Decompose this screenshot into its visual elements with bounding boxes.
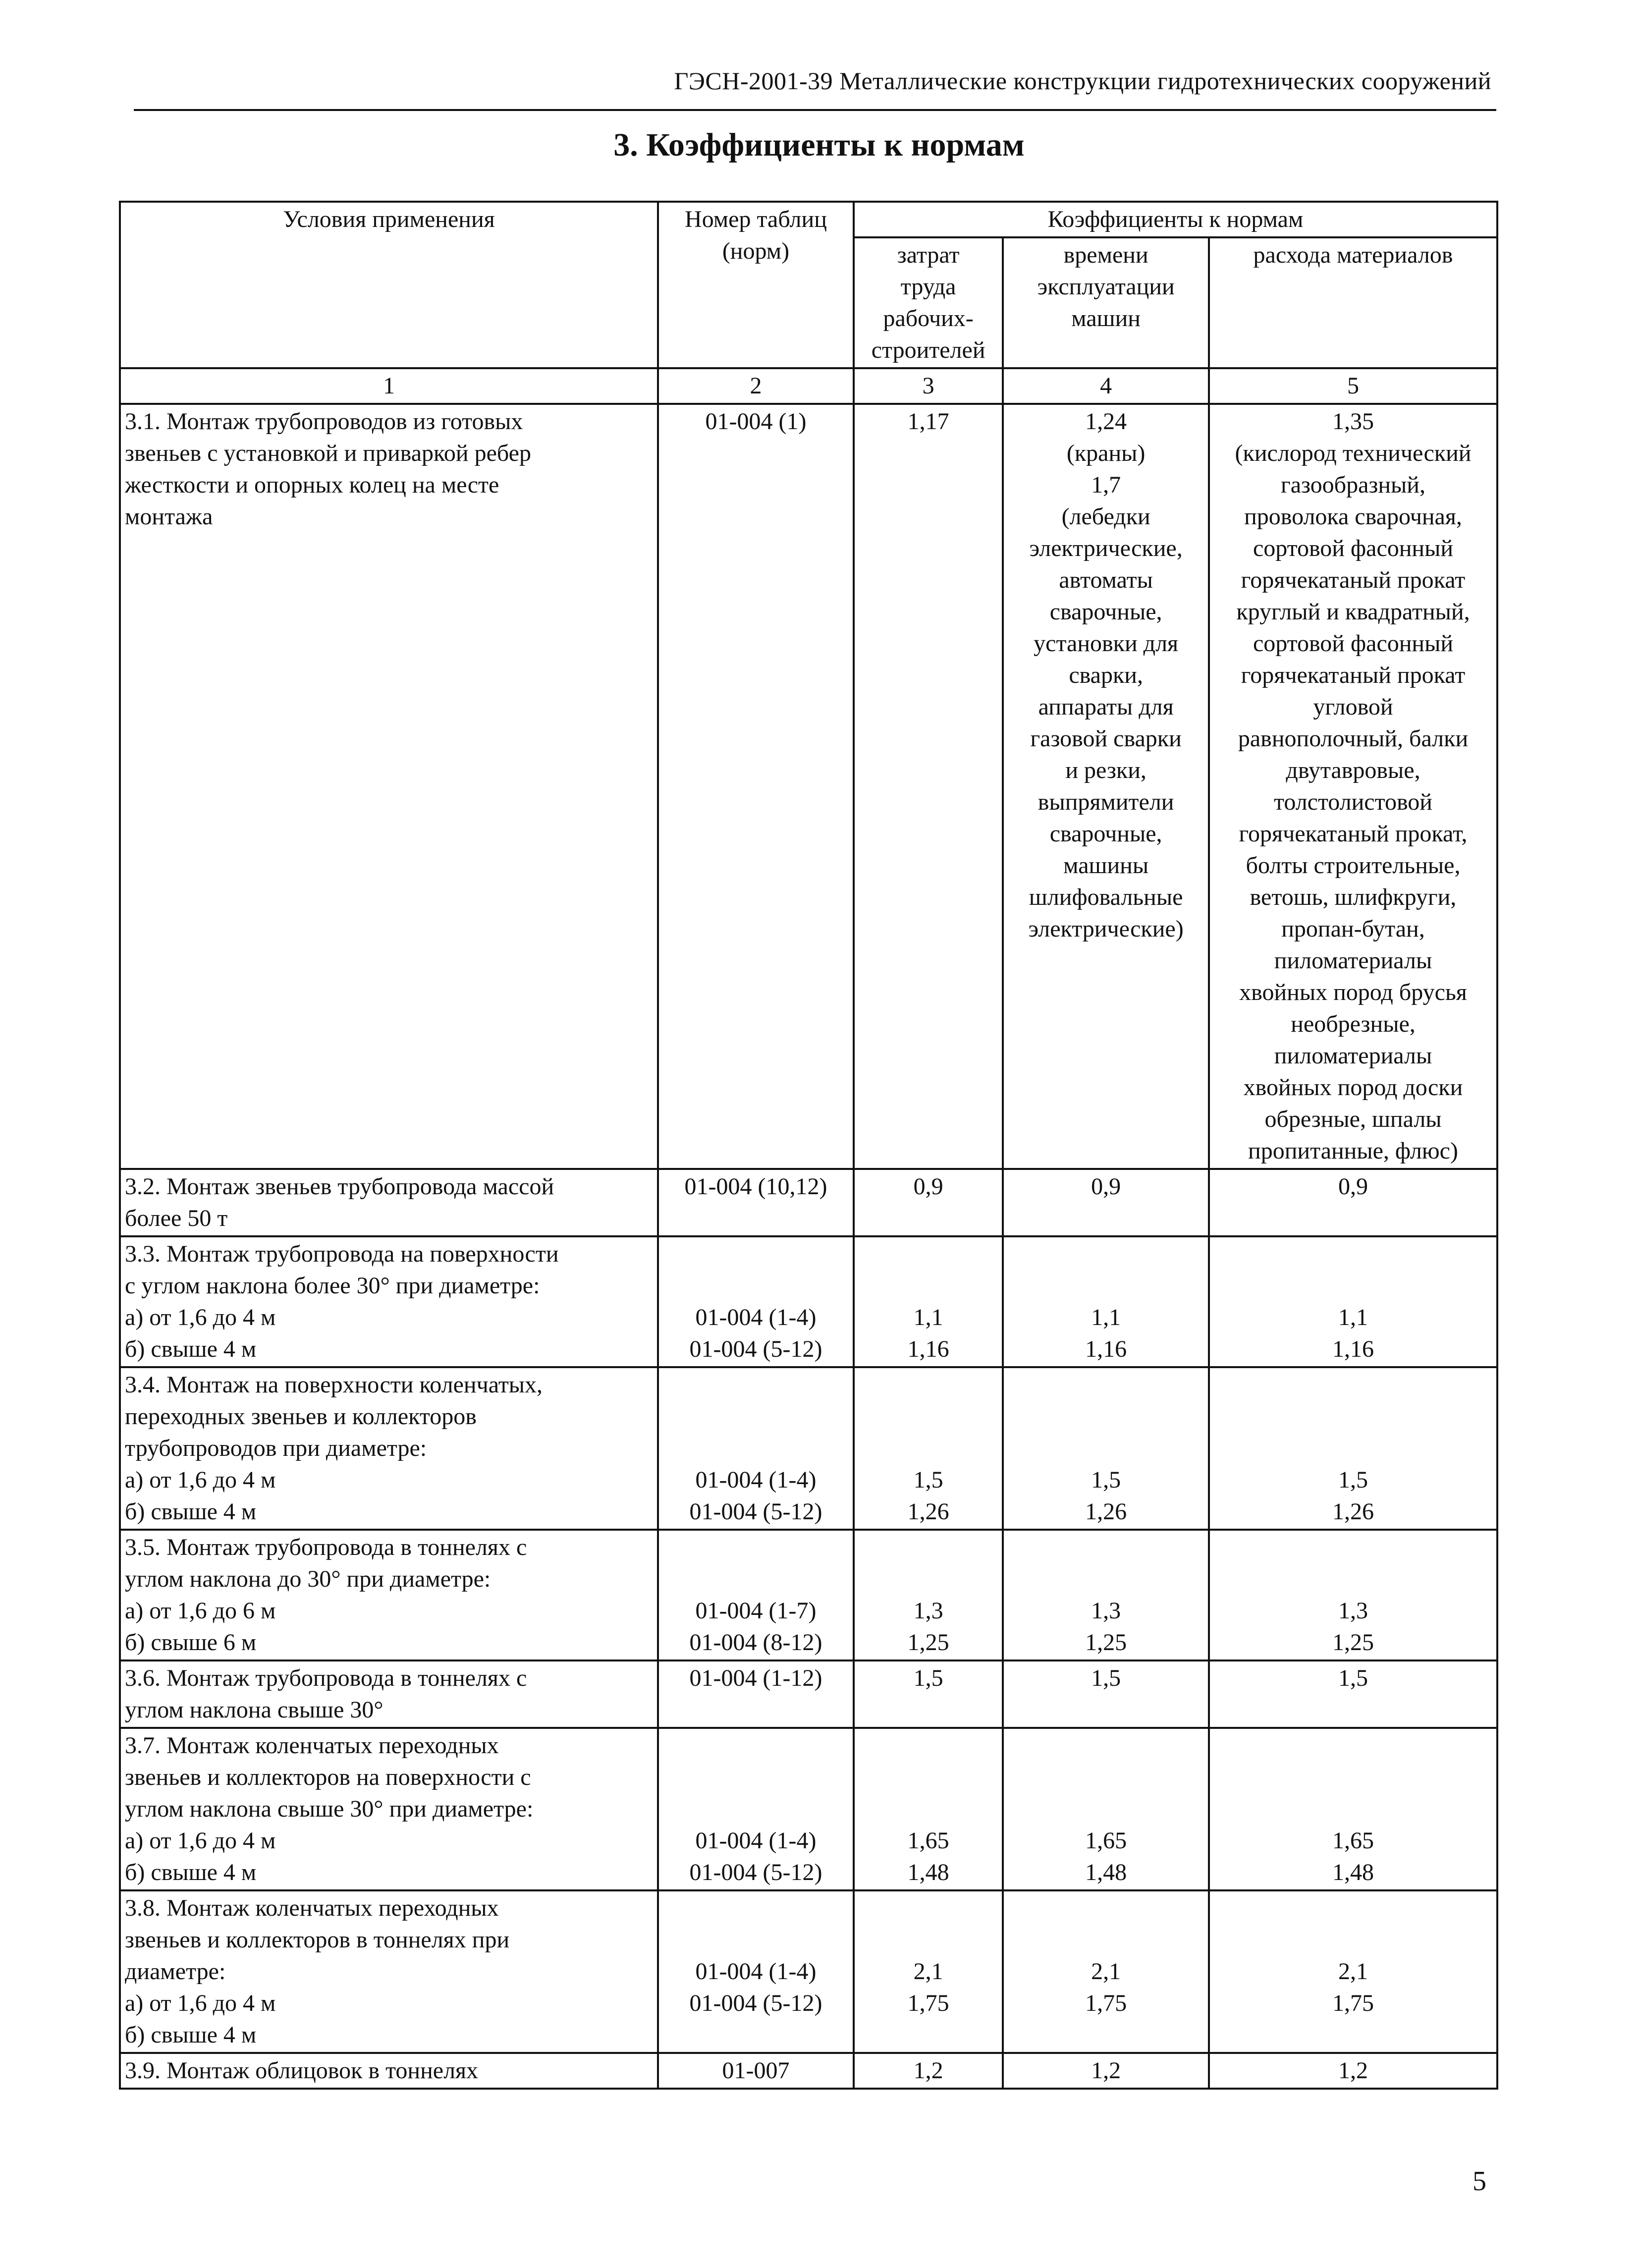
machines-coefficient-cell-line: и резки,: [1065, 757, 1147, 783]
labor-header-line: затрат: [897, 242, 960, 268]
materials-coefficient-cell-line: 0,9: [1338, 1173, 1368, 1200]
column-number: 4: [1003, 368, 1209, 404]
labor-coefficient-cell-line: 1,5: [913, 1467, 943, 1493]
materials-coefficient-cell-line: 1,35: [1332, 408, 1374, 435]
materials-coefficient-cell-line: 1,2: [1338, 2057, 1368, 2084]
labor-coefficient-cell-line: [859, 1369, 998, 1401]
labor-coefficient-cell: [854, 2053, 1003, 2089]
materials-coefficient-cell-line: пропан-бутан,: [1281, 916, 1425, 942]
condition-cell-line: б) свыше 6 м: [125, 1629, 257, 1656]
table-number-cell-line: 01-004 (5-12): [689, 1336, 822, 1362]
table-number-cell-line: 01-004 (5-12): [689, 1859, 822, 1885]
condition-cell-line: с углом наклона более 30° при диаметре:: [125, 1272, 540, 1299]
materials-coefficient-cell-line: горячекатаный прокат,: [1239, 821, 1468, 847]
machines-coefficient-cell-line: 1,26: [1085, 1498, 1127, 1525]
labor-coefficient-cell-line: [859, 1401, 998, 1433]
machines-coefficient-cell-line: сварочные,: [1049, 599, 1162, 625]
table-number-cell-line: [663, 1401, 849, 1433]
table-row: [120, 2053, 1497, 2089]
table-body: [120, 404, 1497, 2089]
labor-coefficient-cell-line: [859, 1563, 998, 1595]
labor-coefficient-cell-line: 1,25: [907, 1629, 949, 1656]
machines-coefficient-cell-line: [1008, 1433, 1204, 1464]
condition-cell-line: углом наклона свыше 30°: [125, 1697, 383, 1723]
condition-cell-line: 3.6. Монтаж трубопровода в тоннелях с: [125, 1665, 527, 1691]
condition-cell-line: более 50 т: [125, 1205, 228, 1231]
machines-coefficient-cell-line: [1008, 1762, 1204, 1793]
materials-coefficient-cell-line: горячекатаный прокат: [1241, 567, 1466, 593]
table-number-cell-line: [663, 1892, 849, 1924]
condition-cell-line: углом наклона до 30° при диаметре:: [125, 1566, 491, 1592]
materials-coefficient-cell-line: [1214, 1532, 1492, 1563]
table-row: [120, 1660, 1497, 1728]
machines-coefficient-cell-line: 1,48: [1085, 1859, 1127, 1885]
materials-coefficient-cell-line: двутавровые,: [1286, 757, 1420, 783]
labor-coefficient-cell: [854, 1890, 1003, 2053]
condition-cell-line: 3.7. Монтаж коленчатых переходных: [125, 1732, 499, 1759]
machines-header-line: времени: [1063, 242, 1148, 268]
column-number: 2: [658, 368, 854, 404]
condition-cell-line: звеньев и коллекторов в тоннелях при: [125, 1927, 510, 1953]
condition-cell-line: переходных звеньев и коллекторов: [125, 1403, 477, 1430]
labor-coefficient-cell-line: 1,16: [907, 1336, 949, 1362]
labor-coefficient-cell-line: [859, 1270, 998, 1302]
table-number-cell-line: 01-004 (8-12): [689, 1629, 822, 1656]
labor-coefficient-cell-line: 1,48: [907, 1859, 949, 1885]
materials-coefficient-cell-line: [1214, 1793, 1492, 1825]
machines-coefficient-cell: [1003, 1728, 1209, 1890]
condition-cell-line: б) свыше 4 м: [125, 2022, 257, 2048]
table-row: [120, 1530, 1497, 1660]
machines-coefficient-cell-line: шлифовальные: [1029, 884, 1183, 910]
labor-header-line: строителей: [871, 337, 985, 363]
labor-coefficient-cell-line: 1,26: [907, 1498, 949, 1525]
labor-coefficient-cell: [854, 404, 1003, 1169]
labor-coefficient-cell-line: 1,5: [913, 1665, 943, 1691]
machines-coefficient-cell-line: установки для: [1034, 630, 1179, 657]
materials-coefficient-cell: [1209, 1530, 1497, 1660]
machines-coefficient-cell-line: сварочные,: [1049, 821, 1162, 847]
machines-coefficient-cell-line: 1,5: [1091, 1665, 1121, 1691]
table-row: [120, 1236, 1497, 1367]
materials-coefficient-cell: [1209, 1236, 1497, 1367]
labor-coefficient-cell-line: 1,1: [913, 1304, 943, 1330]
machines-header-line: машин: [1071, 305, 1141, 332]
table-number-cell-line: [663, 1762, 849, 1793]
machines-coefficient-cell-line: [1008, 1793, 1204, 1825]
machines-coefficient-cell-line: аппараты для: [1038, 694, 1174, 720]
materials-coefficient-cell-line: пиломатериалы: [1274, 947, 1432, 974]
materials-coefficient-cell-line: [1214, 2019, 1492, 2051]
machines-coefficient-cell-line: 1,3: [1091, 1598, 1121, 1624]
machines-coefficient-cell: [1003, 1530, 1209, 1660]
labor-coefficient-cell: [854, 1728, 1003, 1890]
machines-coefficient-cell-line: [1008, 1924, 1204, 1956]
table-number-cell-line: [663, 1793, 849, 1825]
machines-coefficient-cell-line: [1008, 1730, 1204, 1762]
section-title: 3. Коэффициенты к нормам: [613, 127, 1025, 163]
table-number-cell: [658, 2053, 854, 2089]
condition-cell-line: 3.5. Монтаж трубопровода в тоннелях с: [125, 1534, 527, 1560]
materials-coefficient-cell: [1209, 1169, 1497, 1236]
conditions-header: Условия применения: [120, 202, 658, 368]
condition-cell-line: жесткости и опорных колец на месте: [125, 472, 499, 498]
table-number-cell: [658, 1728, 854, 1890]
materials-coefficient-cell: [1209, 2053, 1497, 2089]
labor-coefficient-cell-line: 1,75: [907, 1990, 949, 2016]
table-row: [120, 1728, 1497, 1890]
table-number-cell-line: [663, 1730, 849, 1762]
table-number-cell-line: [663, 1270, 849, 1302]
materials-coefficient-cell-line: равнополочный, балки: [1238, 725, 1469, 752]
table-number-cell: [658, 1367, 854, 1530]
labor-coefficient-cell-line: 1,17: [907, 408, 949, 435]
materials-coefficient-cell-line: 1,25: [1332, 1629, 1374, 1656]
machines-coefficient-cell: [1003, 1169, 1209, 1236]
condition-cell-line: а) от 1,6 до 4 м: [125, 1304, 276, 1330]
materials-coefficient-cell: [1209, 404, 1497, 1169]
table-number-cell-line: [663, 1563, 849, 1595]
materials-coefficient-cell-line: [1214, 1401, 1492, 1433]
table-number-cell-line: 01-004 (1-4): [695, 1958, 817, 1985]
materials-coefficient-cell-line: хвойных пород брусья: [1239, 979, 1467, 1005]
table-number-cell-line: [663, 2019, 849, 2051]
machines-coefficient-cell-line: 1,7: [1091, 472, 1121, 498]
table-number-cell-line: [663, 1924, 849, 1956]
condition-cell-line: 3.1. Монтаж трубопроводов из готовых: [125, 408, 523, 435]
labor-coefficient-cell-line: [859, 1762, 998, 1793]
materials-coefficient-cell-line: 1,16: [1332, 1336, 1374, 1362]
table-number-cell-line: [663, 1238, 849, 1270]
table-row: [120, 1890, 1497, 2053]
condition-cell: [120, 1728, 658, 1890]
table-number-cell: [658, 1169, 854, 1236]
materials-coefficient-cell-line: хвойных пород доски: [1243, 1074, 1463, 1101]
labor-coefficient-cell-line: [859, 2019, 998, 2051]
labor-coefficient-cell-line: [859, 1532, 998, 1563]
coefficients-group-header: Коэффициенты к нормам: [854, 202, 1497, 237]
machines-coefficient-cell-line: машины: [1063, 852, 1149, 879]
coefficients-table: [119, 201, 1498, 2090]
machines-coefficient-cell-line: 1,1: [1091, 1304, 1121, 1330]
table-number-header-line-2: (норм): [722, 238, 790, 264]
table-number-cell-line: 01-007: [722, 2057, 790, 2084]
materials-coefficient-cell-line: обрезные, шпалы: [1264, 1106, 1442, 1132]
labor-coefficient-cell: [854, 1660, 1003, 1728]
table-number-cell: [658, 1236, 854, 1367]
materials-coefficient-cell-line: [1214, 1270, 1492, 1302]
labor-coefficient-cell: [854, 1169, 1003, 1236]
materials-coefficient-cell-line: [1214, 1924, 1492, 1956]
materials-coefficient-cell-line: необрезные,: [1291, 1011, 1416, 1037]
labor-coefficient-cell-line: [859, 1924, 998, 1956]
machines-coefficient-cell-line: 2,1: [1091, 1958, 1121, 1985]
condition-cell-line: а) от 1,6 до 4 м: [125, 1827, 276, 1854]
materials-coefficient-cell-line: 1,5: [1338, 1665, 1368, 1691]
labor-coefficient-cell: [854, 1367, 1003, 1530]
labor-coefficient-cell: [854, 1530, 1003, 1660]
condition-cell: [120, 2053, 658, 2089]
condition-cell-line: монтажа: [125, 503, 213, 530]
table-number-cell-line: [663, 1532, 849, 1563]
column-number: 5: [1209, 368, 1497, 404]
machines-coefficient-cell-line: 1,65: [1085, 1827, 1127, 1854]
materials-coefficient-cell-line: пропитанные, флюс): [1248, 1138, 1458, 1164]
labor-coefficient-cell-line: 1,3: [913, 1598, 943, 1624]
materials-coefficient-cell-line: 1,48: [1332, 1859, 1374, 1885]
table-number-cell-line: 01-004 (5-12): [689, 1990, 822, 2016]
machines-coefficient-cell-line: [1008, 1369, 1204, 1401]
machines-coefficient-cell-line: 1,75: [1085, 1990, 1127, 2016]
machines-header: [1003, 237, 1209, 368]
materials-coefficient-cell-line: [1214, 1762, 1492, 1793]
table-row: [120, 404, 1497, 1169]
table-number-cell-line: 01-004 (1-4): [695, 1304, 817, 1330]
labor-coefficient-cell-line: 2,1: [913, 1958, 943, 1985]
machines-coefficient-cell-line: выпрямители: [1037, 789, 1174, 815]
labor-coefficient-cell-line: 0,9: [913, 1173, 943, 1200]
labor-header-line: труда: [900, 274, 956, 300]
condition-cell-line: а) от 1,6 до 4 м: [125, 1990, 276, 2016]
table-number-cell: [658, 404, 854, 1169]
condition-cell-line: 3.9. Монтаж облицовок в тоннелях: [125, 2057, 479, 2084]
machines-coefficient-cell-line: [1008, 1238, 1204, 1270]
condition-cell-line: 3.3. Монтаж трубопровода на поверхности: [125, 1241, 559, 1267]
materials-coefficient-cell: [1209, 1367, 1497, 1530]
header-row-1: [120, 202, 1497, 237]
table-number-header-line-1: Номер таблиц: [685, 206, 827, 232]
materials-coefficient-cell-line: сортовой фасонный: [1253, 535, 1454, 561]
table-number-cell: [658, 1660, 854, 1728]
table-number-cell-line: 01-004 (1-7): [695, 1598, 817, 1624]
machines-coefficient-cell-line: 1,2: [1091, 2057, 1121, 2084]
materials-coefficient-cell-line: [1214, 1730, 1492, 1762]
labor-coefficient-cell: [854, 1236, 1003, 1367]
condition-cell: [120, 1530, 658, 1660]
table-number-cell-line: [663, 1369, 849, 1401]
machines-coefficient-cell: [1003, 1367, 1209, 1530]
table-number-cell-line: 01-004 (1): [705, 408, 807, 435]
column-number-row: [120, 368, 1497, 404]
machines-coefficient-cell-line: 1,16: [1085, 1336, 1127, 1362]
labor-coefficient-cell-line: 1,65: [907, 1827, 949, 1854]
materials-coefficient-cell-line: угловой: [1313, 694, 1393, 720]
machines-coefficient-cell-line: газовой сварки: [1030, 725, 1182, 752]
machines-coefficient-cell-line: 1,25: [1085, 1629, 1127, 1656]
machines-coefficient-cell-line: автоматы: [1059, 567, 1153, 593]
condition-cell-line: 3.2. Монтаж звеньев трубопровода массой: [125, 1173, 554, 1200]
machines-coefficient-cell: [1003, 404, 1209, 1169]
condition-cell-line: б) свыше 4 м: [125, 1336, 257, 1362]
materials-coefficient-cell-line: пиломатериалы: [1274, 1043, 1432, 1069]
materials-coefficient-cell-line: горячекатаный прокат: [1241, 662, 1466, 688]
table-number-cell-line: [663, 1433, 849, 1464]
condition-cell-line: 3.4. Монтаж на поверхности коленчатых,: [125, 1372, 543, 1398]
machines-coefficient-cell-line: 1,24: [1085, 408, 1127, 435]
labor-coefficient-cell-line: [859, 1892, 998, 1924]
machines-coefficient-cell: [1003, 1890, 1209, 2053]
materials-coefficient-cell-line: проволока сварочная,: [1244, 503, 1462, 530]
materials-coefficient-cell-line: 1,5: [1338, 1467, 1368, 1493]
materials-coefficient-cell-line: 1,75: [1332, 1990, 1374, 2016]
table-number-cell: [658, 1530, 854, 1660]
column-number: 1: [120, 368, 658, 404]
condition-cell: [120, 1169, 658, 1236]
machines-coefficient-cell-line: [1008, 1532, 1204, 1563]
table-number-cell-line: 01-004 (10,12): [684, 1173, 827, 1200]
condition-cell-line: звеньев и коллекторов на поверхности с: [125, 1764, 531, 1790]
column-number: 3: [854, 368, 1003, 404]
table-number-header: [658, 202, 854, 368]
table-row: [120, 1367, 1497, 1530]
materials-coefficient-cell-line: толстолистовой: [1273, 789, 1432, 815]
materials-coefficient-cell-line: [1214, 1433, 1492, 1464]
table-number-cell-line: 01-004 (1-12): [689, 1665, 822, 1691]
condition-cell: [120, 404, 658, 1169]
machines-coefficient-cell: [1003, 1660, 1209, 1728]
condition-cell: [120, 1660, 658, 1728]
condition-cell-line: а) от 1,6 до 6 м: [125, 1598, 276, 1624]
header-rule: [134, 109, 1496, 111]
page-number: 5: [1473, 2166, 1486, 2197]
machines-coefficient-cell: [1003, 1236, 1209, 1367]
materials-coefficient-cell-line: [1214, 1238, 1492, 1270]
materials-coefficient-cell-line: круглый и квадратный,: [1236, 599, 1470, 625]
labor-header-line: рабочих-: [883, 305, 974, 332]
machines-coefficient-cell-line: (лебедки: [1061, 503, 1150, 530]
machines-coefficient-cell-line: 1,5: [1091, 1467, 1121, 1493]
table-number-cell-line: 01-004 (5-12): [689, 1498, 822, 1525]
machines-coefficient-cell-line: [1008, 1401, 1204, 1433]
materials-coefficient-cell-line: [1214, 1369, 1492, 1401]
running-header: ГЭСН-2001-39 Металлические конструкции гидротехнических сооружений: [674, 67, 1491, 95]
machines-coefficient-cell-line: электрические): [1028, 916, 1184, 942]
machines-coefficient-cell-line: [1008, 1563, 1204, 1595]
machines-coefficient-cell-line: электрические,: [1029, 535, 1183, 561]
labor-header: [854, 237, 1003, 368]
machines-header-line: эксплуатации: [1037, 274, 1175, 300]
machines-coefficient-cell-line: (краны): [1066, 440, 1146, 466]
condition-cell-line: 3.8. Монтаж коленчатых переходных: [125, 1895, 499, 1921]
materials-coefficient-cell-line: 2,1: [1338, 1958, 1368, 1985]
machines-coefficient-cell-line: [1008, 1892, 1204, 1924]
materials-coefficient-cell-line: 1,3: [1338, 1598, 1368, 1624]
condition-cell-line: трубопроводов при диаметре:: [125, 1435, 427, 1461]
machines-coefficient-cell-line: сварки,: [1069, 662, 1143, 688]
labor-coefficient-cell-line: [859, 1238, 998, 1270]
materials-coefficient-cell-line: ветошь, шлифкруги,: [1250, 884, 1457, 910]
labor-coefficient-cell-line: [859, 1433, 998, 1464]
materials-coefficient-cell-line: [1214, 1892, 1492, 1924]
condition-cell: [120, 1236, 658, 1367]
condition-cell-line: б) свыше 4 м: [125, 1859, 257, 1885]
materials-coefficient-cell-line: 1,1: [1338, 1304, 1368, 1330]
condition-cell: [120, 1367, 658, 1530]
materials-header: расхода материалов: [1209, 237, 1497, 368]
condition-cell-line: б) свыше 4 м: [125, 1498, 257, 1525]
condition-cell-line: а) от 1,6 до 4 м: [125, 1467, 276, 1493]
materials-coefficient-cell-line: болты строительные,: [1246, 852, 1461, 879]
labor-coefficient-cell-line: [859, 1793, 998, 1825]
labor-coefficient-cell-line: 1,2: [913, 2057, 943, 2084]
table-number-cell: [658, 1890, 854, 2053]
machines-coefficient-cell: [1003, 2053, 1209, 2089]
materials-coefficient-cell-line: газообразный,: [1281, 472, 1425, 498]
materials-coefficient-cell: [1209, 1660, 1497, 1728]
materials-coefficient-cell: [1209, 1890, 1497, 2053]
materials-coefficient-cell: [1209, 1728, 1497, 1890]
materials-coefficient-cell-line: 1,26: [1332, 1498, 1374, 1525]
condition-cell-line: углом наклона свыше 30° при диаметре:: [125, 1796, 534, 1822]
condition-cell-line: звеньев с установкой и приваркой ребер: [125, 440, 531, 466]
materials-coefficient-cell-line: сортовой фасонный: [1253, 630, 1454, 657]
materials-coefficient-cell-line: 1,65: [1332, 1827, 1374, 1854]
machines-coefficient-cell-line: [1008, 1270, 1204, 1302]
condition-cell-line: диаметре:: [125, 1958, 226, 1985]
table-row: [120, 1169, 1497, 1236]
materials-coefficient-cell-line: (кислород технический: [1235, 440, 1472, 466]
table-number-cell-line: 01-004 (1-4): [695, 1467, 817, 1493]
machines-coefficient-cell-line: 0,9: [1091, 1173, 1121, 1200]
table-number-cell-line: 01-004 (1-4): [695, 1827, 817, 1854]
condition-cell: [120, 1890, 658, 2053]
materials-coefficient-cell-line: [1214, 1563, 1492, 1595]
machines-coefficient-cell-line: [1008, 2019, 1204, 2051]
labor-coefficient-cell-line: [859, 1730, 998, 1762]
